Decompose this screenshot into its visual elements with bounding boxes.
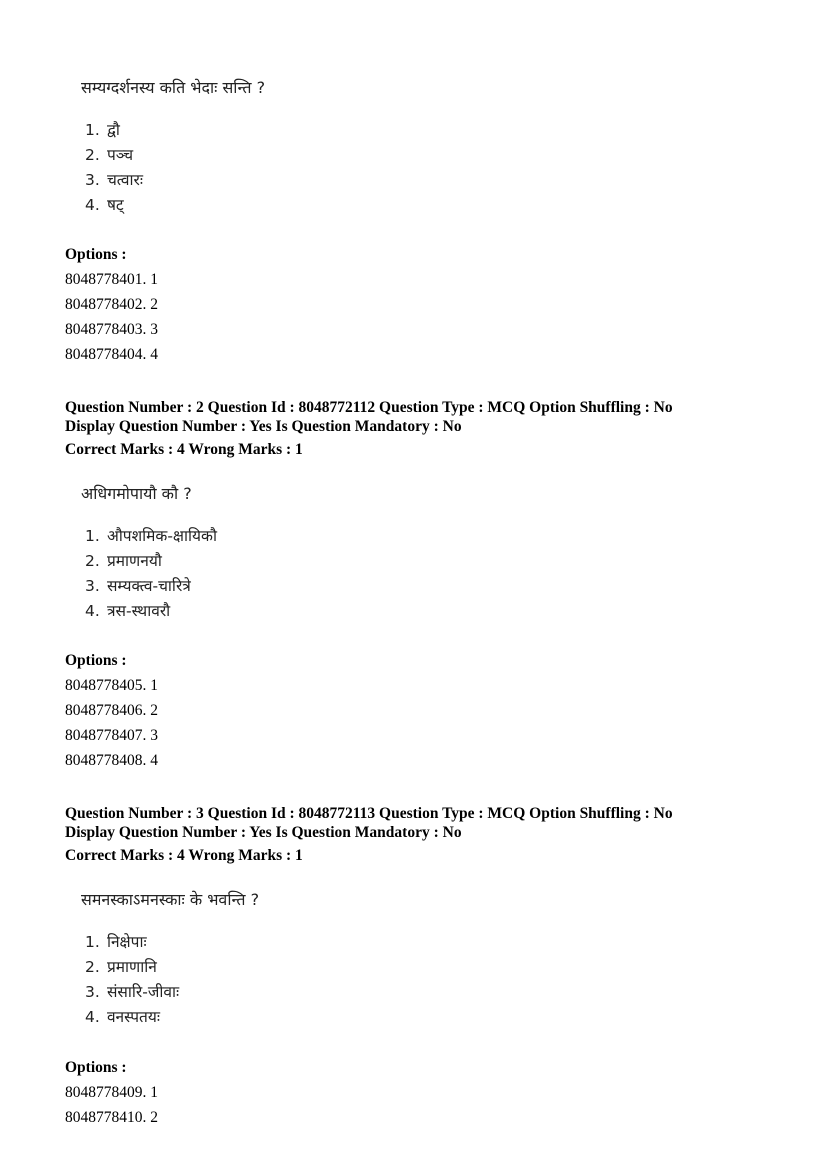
choice-item: [85, 143, 133, 165]
option-value: 3: [150, 321, 158, 338]
choice-item: [85, 118, 120, 140]
option-id: 8048778402.: [65, 296, 147, 313]
option-value: 1: [150, 271, 158, 288]
option-id: 8048778404.: [65, 346, 147, 363]
choice-text: षट्: [106, 196, 124, 214]
choice-item: [85, 930, 147, 952]
option-id: 8048778409.: [65, 1084, 147, 1101]
option-id: 8048778405.: [65, 677, 147, 694]
option-value: 2: [150, 702, 158, 719]
option-id: 8048778401.: [65, 271, 147, 288]
options-heading: Options :: [65, 652, 127, 669]
option-row: [65, 752, 158, 770]
option-row: [65, 296, 158, 314]
option-id: 8048778407.: [65, 727, 147, 744]
choice-number: 1.: [85, 527, 100, 545]
choice-number: 3.: [85, 577, 100, 595]
choice-text: वनस्पतयः: [106, 1008, 160, 1026]
choice-number: 3.: [85, 171, 100, 189]
choice-number: 4.: [85, 602, 100, 620]
choice-number: 2.: [85, 552, 100, 570]
choice-item: [85, 980, 179, 1002]
question-text: अधिगमोपायौ कौ ?: [81, 484, 192, 503]
choice-number: 1.: [85, 121, 100, 139]
choice-text: द्वौ: [106, 121, 120, 139]
option-row: [65, 271, 158, 289]
option-row: [65, 702, 158, 720]
choice-number: 4.: [85, 196, 100, 214]
marks-line: Correct Marks : 4 Wrong Marks : 1: [65, 441, 303, 458]
option-value: 2: [150, 296, 158, 313]
choice-item: [85, 549, 162, 571]
options-heading: Options :: [65, 1059, 127, 1076]
option-id: 8048778408.: [65, 752, 147, 769]
choice-text: चत्वारः: [106, 171, 143, 189]
choice-number: 2.: [85, 958, 100, 976]
option-row: [65, 1084, 158, 1102]
option-value: 3: [150, 727, 158, 744]
options-heading: Options :: [65, 246, 127, 263]
option-value: 4: [150, 346, 158, 363]
option-id: 8048778403.: [65, 321, 147, 338]
choice-item: [85, 599, 170, 621]
option-row: [65, 1109, 158, 1127]
choice-text: प्रमाणानि: [106, 958, 157, 976]
question-text: सम्यग्दर्शनस्य कति भेदाः सन्ति ?: [81, 78, 266, 97]
choice-item: [85, 574, 191, 596]
choice-item: [85, 524, 217, 546]
choice-item: [85, 193, 124, 215]
question-meta-line: Question Number : 3 Question Id : 8048772113 Question Type : MCQ Option Shuffling : No: [65, 805, 673, 822]
marks-line: Correct Marks : 4 Wrong Marks : 1: [65, 847, 303, 864]
option-row: [65, 321, 158, 339]
option-value: 2: [150, 1109, 158, 1126]
option-value: 1: [150, 1084, 158, 1101]
option-id: 8048778410.: [65, 1109, 147, 1126]
choice-number: 4.: [85, 1008, 100, 1026]
option-value: 4: [150, 752, 158, 769]
choice-item: [85, 1005, 160, 1027]
option-id: 8048778406.: [65, 702, 147, 719]
question-text: समनस्काऽमनस्काः के भवन्ति ?: [81, 890, 260, 909]
option-row: [65, 677, 158, 695]
choice-text: संसारि-जीवाः: [106, 983, 180, 1001]
question-meta-line: Display Question Number : Yes Is Question Mandatory : No: [65, 418, 462, 435]
choice-number: 1.: [85, 933, 100, 951]
choice-text: पञ्च: [106, 146, 134, 164]
choice-item: [85, 955, 157, 977]
option-row: [65, 727, 158, 745]
choice-text: निक्षेपाः: [106, 933, 147, 951]
choice-text: सम्यक्त्व-चारित्रे: [106, 577, 191, 595]
option-value: 1: [150, 677, 158, 694]
question-meta-line: Question Number : 2 Question Id : 8048772112 Question Type : MCQ Option Shuffling : No: [65, 399, 673, 416]
choice-text: त्रस-स्थावरौ: [106, 602, 171, 620]
choice-item: [85, 168, 143, 190]
choice-text: प्रमाणनयौ: [106, 552, 162, 570]
choice-text: औपशमिक-क्षायिकौ: [106, 527, 217, 545]
question-meta-line: Display Question Number : Yes Is Question Mandatory : No: [65, 824, 462, 841]
choice-number: 2.: [85, 146, 100, 164]
choice-number: 3.: [85, 983, 100, 1001]
option-row: [65, 346, 158, 364]
